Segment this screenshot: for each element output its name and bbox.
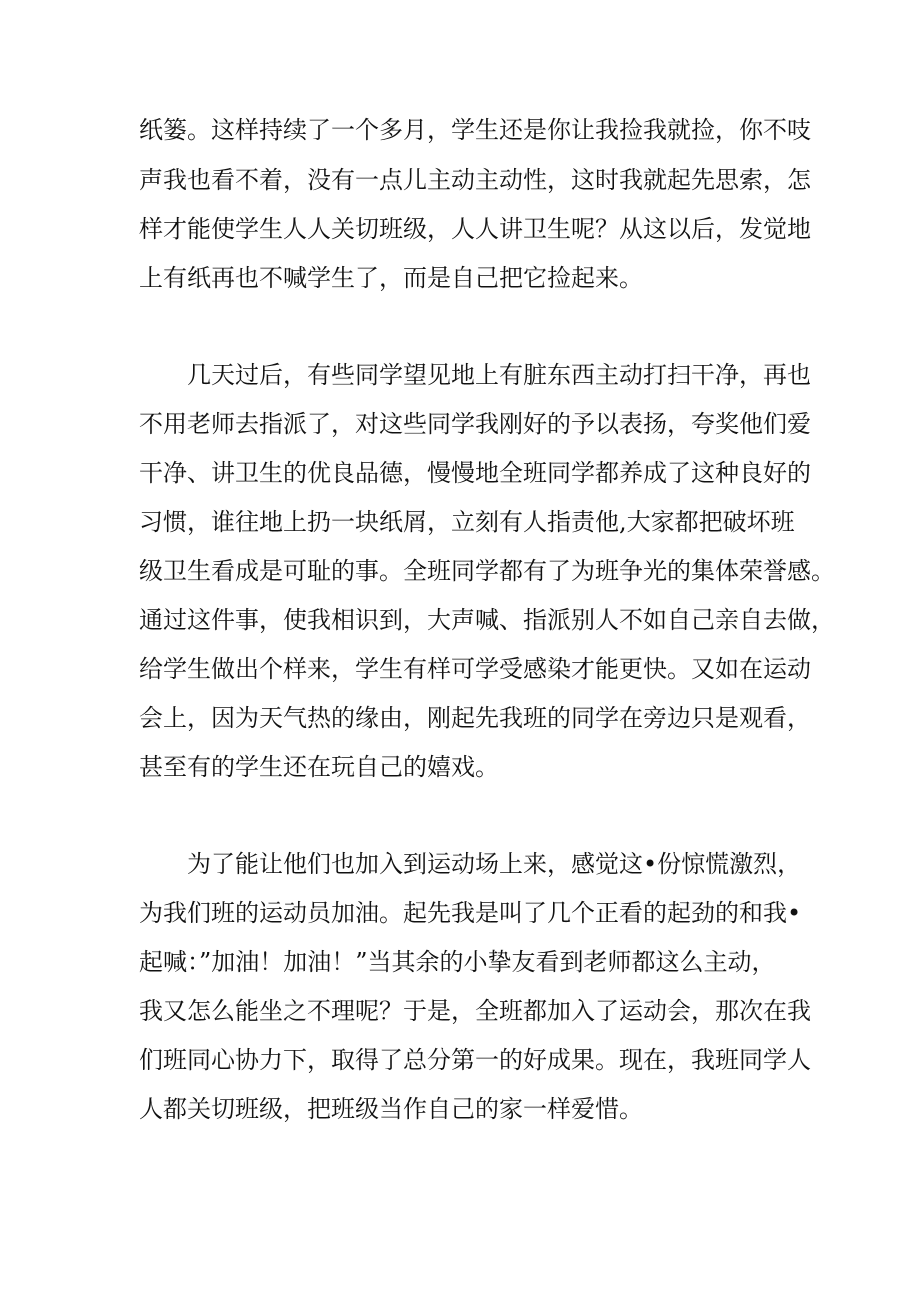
paragraph-line: 声我也看不着，没有一点儿主动主动性，这时我就起先思索，怎 (139, 166, 811, 194)
paragraph-line: 习惯，谁往地上扔一块纸屑，立刻有人指责他,大家都把破坏班 (139, 508, 795, 536)
paragraph-line: 甚至有的学生还在玩自己的嬉戏。 (139, 753, 499, 781)
paragraph-line: 纸篓。这样持续了一个多月，学生还是你让我捡我就捡，你不吱 (139, 116, 811, 144)
paragraph-line: 几天过后，有些同学望见地上有脏东西主动打扫干净，再也 (187, 361, 811, 389)
paragraph-line: 样才能使学生人人关切班级，人人讲卫生呢？从这以后，发觉地 (139, 215, 811, 243)
paragraph-line: 干净、讲卫生的优良品德，慢慢地全班同学都养成了这种良好的 (139, 459, 811, 487)
paragraph-line: 为我们班的运动员加油。起先我是叫了几个正看的起劲的和我• (139, 899, 802, 927)
paragraph-line: 为了能让他们也加入到运动场上来，感觉这•份惊慌激烈， (187, 850, 802, 878)
paragraph-line: 起喊：”加油！加油！”当其余的小挚友看到老师都这么主动， (139, 948, 776, 976)
paragraph-line: 我又怎么能坐之不理呢？于是，全班都加入了运动会，那次在我 (139, 997, 811, 1025)
paragraph-line: 不用老师去指派了，对这些同学我刚好的予以表扬，夸奖他们爱 (139, 410, 811, 438)
paragraph-line: 级卫生看成是可耻的事。全班同学都有了为班争光的集体荣誉感。 (139, 557, 835, 585)
paragraph-line: 们班同心协力下，取得了总分第一的好成果。现在，我班同学人 (139, 1046, 811, 1074)
paragraph-line: 会上，因为天气热的缘由，刚起先我班的同学在旁边只是观看， (139, 704, 811, 732)
paragraph-line: 给学生做出个样来，学生有样可学受感染才能更快。又如在运动 (139, 655, 811, 683)
paragraph-line: 通过这件事，使我相识到，大声喊、指派别人不如自己亲自去做， (139, 606, 835, 634)
paragraph-line: 人都关切班级，把班级当作自己的家一样爱惜。 (139, 1095, 643, 1123)
paragraph-line: 上有纸再也不喊学生了，而是自己把它捡起来。 (139, 264, 643, 292)
